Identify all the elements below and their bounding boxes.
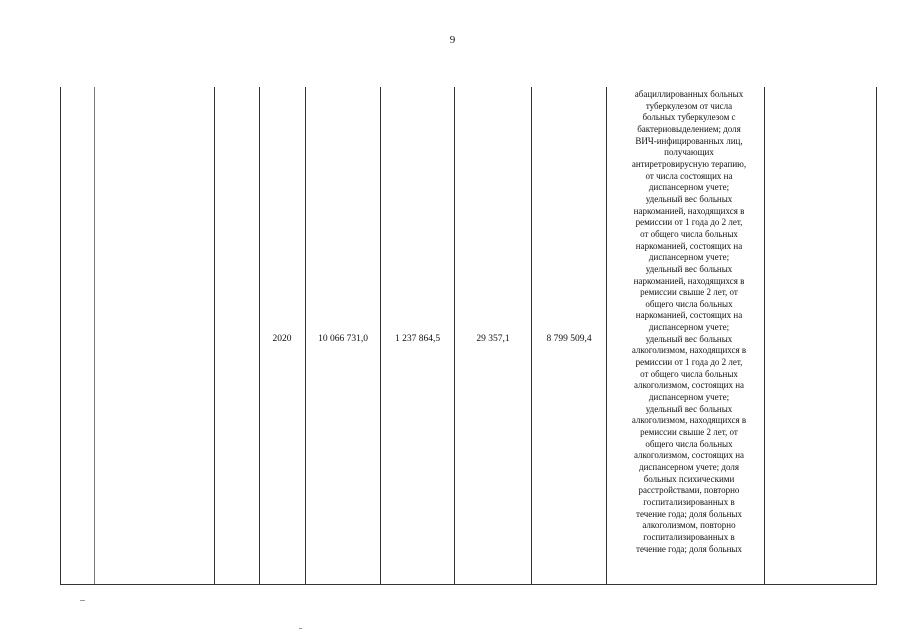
description-line: течение года; доля больных — [636, 543, 742, 554]
description-line: туберкулезом от числа — [645, 100, 733, 111]
cell-col3: 29 357,1 — [476, 334, 510, 344]
description-line: алкоголизмом, состоящих на — [633, 450, 745, 461]
column-divider — [606, 87, 607, 585]
description-line: ремиссии свыше 2 лет, от — [640, 287, 738, 298]
table-bottom-border — [60, 584, 876, 585]
description-line: диспансерном учете; доля — [639, 462, 739, 472]
description-line: получающих — [664, 147, 714, 158]
column-divider — [259, 87, 260, 585]
description-line: алкоголизмом, находящихся в — [631, 345, 747, 356]
description-line: ремиссии от 1 года до 2 лет, — [635, 357, 743, 368]
description-line: диспансерном учете; — [648, 182, 730, 193]
description-line: удельный вес больных — [645, 403, 733, 414]
description-line: наркоманией, состоящих на — [635, 310, 743, 321]
description-line: диспансерном учете; — [648, 322, 730, 333]
table-border-left — [60, 87, 61, 585]
page-number: 9 — [449, 34, 456, 46]
description-line: алкоголизмом, находящихся в — [631, 415, 747, 426]
description-line: от числа состоящих на — [645, 170, 733, 181]
description-line: ВИЧ-инфицированных лиц, — [635, 135, 743, 146]
cell-total: 10 066 731,0 — [318, 334, 368, 344]
description-line: удельный вес больных — [645, 333, 733, 344]
scan-mark — [299, 628, 302, 629]
cell-col2: 1 237 864,5 — [394, 334, 441, 344]
description-line: диспансерном учете; — [648, 252, 730, 263]
column-divider — [214, 87, 215, 585]
description-line: удельный вес больных — [645, 263, 733, 274]
description-line: бактериовыделением; доля — [637, 123, 741, 134]
description-line: наркоманией, находящихся в — [633, 275, 745, 286]
column-divider — [764, 87, 765, 585]
description-line: антиретровирусную терапию, — [631, 158, 747, 169]
description-line: общего числа больных — [645, 298, 733, 309]
description-line: больных психическими — [643, 473, 735, 484]
description-line: удельный вес больных — [645, 193, 733, 204]
description-line: наркоманией, состоящих на — [635, 240, 743, 251]
description-line: алкоголизмом, повторно — [642, 520, 736, 531]
description-line: от общего числа больных — [640, 368, 738, 379]
description-line: госпитализированных в — [643, 496, 735, 507]
description-line: диспансерном учете; — [648, 392, 730, 403]
cell-col4: 8 799 509,4 — [546, 334, 592, 344]
scan-mark — [80, 600, 85, 601]
description-line: абациллированных больных — [634, 89, 744, 99]
description-line: от общего числа больных — [640, 228, 738, 239]
cell-indicator-description — [616, 89, 762, 555]
description-line: ремиссии свыше 2 лет, от — [640, 427, 738, 438]
description-line: течение года; доля больных — [636, 508, 742, 519]
description-line: общего числа больных — [645, 438, 733, 449]
description-line: расстройствами, повторно — [638, 485, 740, 496]
description-line: алкоголизмом, состоящих на — [633, 380, 745, 391]
description-line: ремиссии от 1 года до 2 лет, — [635, 217, 743, 228]
table-border-right — [876, 87, 877, 585]
column-divider — [94, 87, 95, 585]
description-line: больных туберкулезом с — [642, 112, 736, 123]
description-line: наркоманией, находящихся в — [633, 205, 745, 216]
cell-year: 2020 — [272, 334, 292, 344]
description-line: госпитализированных в — [643, 531, 735, 542]
